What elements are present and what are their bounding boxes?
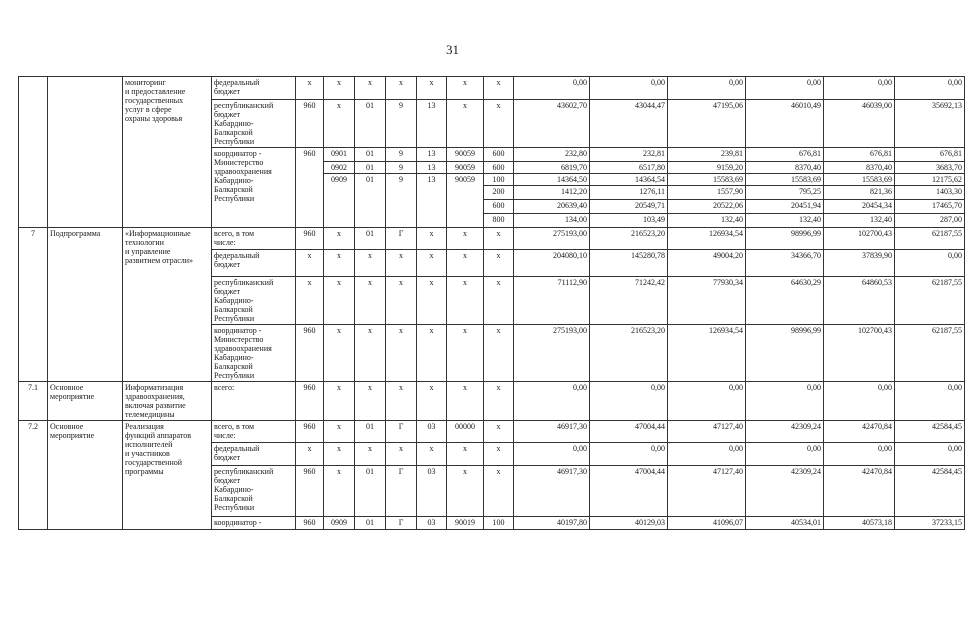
table-cell: 47127,40 bbox=[668, 421, 746, 443]
table-cell: x bbox=[447, 382, 484, 421]
table-cell: 1412,20 bbox=[514, 186, 590, 200]
table-cell: x bbox=[417, 325, 447, 382]
table-cell: x bbox=[447, 250, 484, 277]
table-cell: 600 bbox=[484, 148, 514, 162]
table-cell: Г bbox=[386, 517, 417, 530]
table-cell: 960 bbox=[296, 382, 324, 421]
table-cell: 62187,55 bbox=[895, 228, 965, 250]
table-cell: x bbox=[447, 100, 484, 148]
table-cell: x bbox=[355, 325, 386, 382]
table-cell: x bbox=[447, 466, 484, 517]
table-cell: 960 bbox=[296, 325, 324, 382]
table-cell: 98996,99 bbox=[746, 228, 824, 250]
table-cell: x bbox=[355, 443, 386, 466]
table-cell: 200 bbox=[484, 186, 514, 200]
table-cell: 01 bbox=[355, 421, 386, 443]
table-cell: республиканский бюджет Кабардино- Балкарской Республики bbox=[212, 277, 296, 325]
table-cell: координатор - Министерство здравоохранения Кабардино- Балкарской Республики bbox=[212, 325, 296, 382]
table-cell: 8370,40 bbox=[824, 162, 895, 174]
table-cell: 62187,55 bbox=[895, 325, 965, 382]
table-cell: 34366,70 bbox=[746, 250, 824, 277]
table-cell: федеральный бюджет bbox=[212, 77, 296, 100]
table-cell: 232,80 bbox=[514, 148, 590, 162]
table-cell: x bbox=[417, 228, 447, 250]
table-cell: 0,00 bbox=[590, 443, 668, 466]
table-cell: x bbox=[484, 466, 514, 517]
table-cell: 960 bbox=[296, 100, 324, 148]
table-cell: 46010,49 bbox=[746, 100, 824, 148]
table-cell: 7 bbox=[19, 228, 48, 382]
table-cell: 960 bbox=[296, 466, 324, 517]
table-cell: 47004,44 bbox=[590, 421, 668, 443]
table-cell: 9 bbox=[386, 174, 417, 228]
table-cell: x bbox=[417, 277, 447, 325]
table-cell: 1557,90 bbox=[668, 186, 746, 200]
table-cell: x bbox=[324, 100, 355, 148]
table-cell: x bbox=[386, 382, 417, 421]
table-cell: 64860,53 bbox=[824, 277, 895, 325]
table-cell: 03 bbox=[417, 421, 447, 443]
table-cell: 7.2 bbox=[19, 421, 48, 530]
table-cell: 0,00 bbox=[746, 443, 824, 466]
table-cell: Информатизация здравоохранения, включая развитие телемедицины bbox=[123, 382, 212, 421]
table-cell: всего, в том числе: bbox=[212, 228, 296, 250]
table-cell: 20522,06 bbox=[668, 200, 746, 214]
table-cell: республиканский бюджет Кабардино- Балкарской Республики bbox=[212, 100, 296, 148]
table-cell: x bbox=[386, 325, 417, 382]
table-cell: 9 bbox=[386, 148, 417, 162]
table-cell: 20639,40 bbox=[514, 200, 590, 214]
table-cell: 3683,70 bbox=[895, 162, 965, 174]
table-cell: 132,40 bbox=[668, 214, 746, 228]
table-cell: Основное мероприятие bbox=[48, 421, 123, 530]
table-cell: 47004,44 bbox=[590, 466, 668, 517]
table-cell: 204080,10 bbox=[514, 250, 590, 277]
table-cell: x bbox=[417, 443, 447, 466]
table-cell: 12175,62 bbox=[895, 174, 965, 186]
table-body bbox=[19, 77, 965, 530]
table-cell: 0,00 bbox=[668, 382, 746, 421]
table-cell: 232,81 bbox=[590, 148, 668, 162]
table-cell: 134,00 bbox=[514, 214, 590, 228]
table-cell: x bbox=[324, 277, 355, 325]
table-cell: 14364,54 bbox=[590, 174, 668, 186]
table-cell: 20549,71 bbox=[590, 200, 668, 214]
table-cell: 90019 bbox=[447, 517, 484, 530]
table-cell: 0,00 bbox=[824, 77, 895, 100]
table-row bbox=[19, 77, 965, 100]
table-cell: 287,00 bbox=[895, 214, 965, 228]
table-cell: 132,40 bbox=[824, 214, 895, 228]
table-cell: Г bbox=[386, 421, 417, 443]
table-cell: 15583,69 bbox=[668, 174, 746, 186]
table-cell: 145280,78 bbox=[590, 250, 668, 277]
table-cell: x bbox=[484, 421, 514, 443]
table-cell: 960 bbox=[296, 421, 324, 443]
table-cell: x bbox=[447, 228, 484, 250]
table-cell: x bbox=[484, 100, 514, 148]
table-cell: 0909 bbox=[324, 517, 355, 530]
table-cell: 9159,20 bbox=[668, 162, 746, 174]
table-cell: x bbox=[447, 443, 484, 466]
table-cell: 15583,69 bbox=[824, 174, 895, 186]
table-cell: 0902 bbox=[324, 162, 355, 174]
table-row bbox=[19, 421, 965, 443]
table-cell: 49004,20 bbox=[668, 250, 746, 277]
table-cell: 17465,70 bbox=[895, 200, 965, 214]
table-cell: x bbox=[324, 228, 355, 250]
table-cell: 0,00 bbox=[590, 382, 668, 421]
table-cell: x bbox=[447, 277, 484, 325]
table-cell: 0,00 bbox=[895, 443, 965, 466]
table-cell: 40197,80 bbox=[514, 517, 590, 530]
table-cell: 42309,24 bbox=[746, 421, 824, 443]
table-cell: 20451,94 bbox=[746, 200, 824, 214]
table-cell: 0,00 bbox=[514, 77, 590, 100]
table-cell: 216523,20 bbox=[590, 325, 668, 382]
table-cell: координатор - Министерство здравоохранения Кабардино- Балкарской Республики bbox=[212, 148, 296, 228]
table-cell: 100 bbox=[484, 517, 514, 530]
table-cell: 132,40 bbox=[746, 214, 824, 228]
table-cell: x bbox=[484, 325, 514, 382]
table-cell: 126934,54 bbox=[668, 228, 746, 250]
table-cell: 37839,90 bbox=[824, 250, 895, 277]
table-cell: 7.1 bbox=[19, 382, 48, 421]
table-cell: 15583,69 bbox=[746, 174, 824, 186]
table-cell: всего, в том числе: bbox=[212, 421, 296, 443]
table-cell: Основное мероприятие bbox=[48, 382, 123, 421]
table-cell: 42470,84 bbox=[824, 421, 895, 443]
table-cell: 41096,07 bbox=[668, 517, 746, 530]
page-number: 31 bbox=[446, 42, 459, 57]
table-cell: 71242,42 bbox=[590, 277, 668, 325]
table-cell: мониторинг и предоставление государственных услуг в сфере охраны здоровья bbox=[123, 77, 212, 228]
table-cell: 600 bbox=[484, 200, 514, 214]
table-cell: 47195,06 bbox=[668, 100, 746, 148]
table-cell: x bbox=[447, 325, 484, 382]
table-cell: 0,00 bbox=[746, 382, 824, 421]
table-cell: 0,00 bbox=[824, 382, 895, 421]
table-cell: 0,00 bbox=[514, 443, 590, 466]
table-cell: 01 bbox=[355, 517, 386, 530]
table-cell: x bbox=[447, 77, 484, 100]
table-cell: x bbox=[324, 77, 355, 100]
budget-table bbox=[18, 76, 965, 530]
table-cell: 0,00 bbox=[514, 382, 590, 421]
table-cell: 676,81 bbox=[824, 148, 895, 162]
table-cell: 676,81 bbox=[895, 148, 965, 162]
table-cell: 102700,43 bbox=[824, 228, 895, 250]
table-cell: 01 bbox=[355, 466, 386, 517]
table-cell: 42584,45 bbox=[895, 421, 965, 443]
table-cell: x bbox=[324, 421, 355, 443]
table-cell: 216523,20 bbox=[590, 228, 668, 250]
table-cell: 01 bbox=[355, 100, 386, 148]
table-cell: 13 bbox=[417, 162, 447, 174]
table-cell: x bbox=[484, 77, 514, 100]
table-cell: 0,00 bbox=[895, 382, 965, 421]
table-cell: 275193,00 bbox=[514, 228, 590, 250]
table-cell: Г bbox=[386, 466, 417, 517]
table-cell: 77930,34 bbox=[668, 277, 746, 325]
table-cell: 98996,99 bbox=[746, 325, 824, 382]
table-cell: 8370,40 bbox=[746, 162, 824, 174]
table-cell: 40129,03 bbox=[590, 517, 668, 530]
table-cell: 960 bbox=[296, 228, 324, 250]
table-cell: Г bbox=[386, 228, 417, 250]
table-cell: 960 bbox=[296, 148, 324, 228]
table-cell: 40534,01 bbox=[746, 517, 824, 530]
table-cell: 275193,00 bbox=[514, 325, 590, 382]
table-cell: x bbox=[324, 466, 355, 517]
table-cell: 6819,70 bbox=[514, 162, 590, 174]
table-cell: 676,81 bbox=[746, 148, 824, 162]
table-cell: 01 bbox=[355, 228, 386, 250]
table-cell: 795,25 bbox=[746, 186, 824, 200]
table-cell: 90059 bbox=[447, 148, 484, 162]
table-cell: 0,00 bbox=[895, 250, 965, 277]
table-cell: 01 bbox=[355, 174, 386, 228]
table-cell: 03 bbox=[417, 466, 447, 517]
table-cell: 14364,50 bbox=[514, 174, 590, 186]
table-cell: 71112,90 bbox=[514, 277, 590, 325]
table-cell: 600 bbox=[484, 162, 514, 174]
table-cell: x bbox=[355, 277, 386, 325]
table-cell: 800 bbox=[484, 214, 514, 228]
table-cell: 13 bbox=[417, 100, 447, 148]
table-row bbox=[19, 382, 965, 421]
table-cell: 42470,84 bbox=[824, 466, 895, 517]
table-cell: 960 bbox=[296, 517, 324, 530]
table-cell bbox=[19, 77, 48, 228]
table-cell: 47127,40 bbox=[668, 466, 746, 517]
table-cell: 821,36 bbox=[824, 186, 895, 200]
table-cell: 9 bbox=[386, 100, 417, 148]
table-cell: x bbox=[324, 325, 355, 382]
table-row bbox=[19, 228, 965, 250]
table-cell: 40573,18 bbox=[824, 517, 895, 530]
table-cell: 43602,70 bbox=[514, 100, 590, 148]
table-cell: x bbox=[484, 443, 514, 466]
table-cell: x bbox=[484, 250, 514, 277]
table-cell: x bbox=[417, 382, 447, 421]
table-cell: 6517,80 bbox=[590, 162, 668, 174]
table-cell: x bbox=[386, 443, 417, 466]
table-cell: федеральный бюджет bbox=[212, 443, 296, 466]
table-cell: x bbox=[386, 277, 417, 325]
table-cell: 100 bbox=[484, 174, 514, 186]
table-cell: 62187,55 bbox=[895, 277, 965, 325]
table-cell: 0,00 bbox=[668, 443, 746, 466]
table-cell: 1276,11 bbox=[590, 186, 668, 200]
table-cell: 03 bbox=[417, 517, 447, 530]
table-cell: 0,00 bbox=[590, 77, 668, 100]
table-cell: 102700,43 bbox=[824, 325, 895, 382]
table-cell: x bbox=[324, 382, 355, 421]
table-cell: 42584,45 bbox=[895, 466, 965, 517]
table-cell: 0901 bbox=[324, 148, 355, 162]
table-cell: 239,81 bbox=[668, 148, 746, 162]
table-cell: x bbox=[417, 77, 447, 100]
table-cell: 46039,00 bbox=[824, 100, 895, 148]
table-cell: 13 bbox=[417, 148, 447, 162]
table-cell: x bbox=[296, 77, 324, 100]
table-cell: x bbox=[296, 250, 324, 277]
table-cell: 126934,54 bbox=[668, 325, 746, 382]
table-cell: «Информационные технологии и управление развитием отрасли» bbox=[123, 228, 212, 382]
table-cell: координатор - bbox=[212, 517, 296, 530]
table-cell: 01 bbox=[355, 162, 386, 174]
table-cell: 0,00 bbox=[895, 77, 965, 100]
table-cell: 0,00 bbox=[746, 77, 824, 100]
table-cell: 90059 bbox=[447, 162, 484, 174]
table-cell: 9 bbox=[386, 162, 417, 174]
table-cell: 46917,30 bbox=[514, 466, 590, 517]
table-cell: x bbox=[386, 250, 417, 277]
table-cell: x bbox=[417, 250, 447, 277]
table-cell: 46917,30 bbox=[514, 421, 590, 443]
table-cell: x bbox=[296, 277, 324, 325]
table-cell: 0,00 bbox=[668, 77, 746, 100]
table-cell: 20454,34 bbox=[824, 200, 895, 214]
table-cell: x bbox=[296, 443, 324, 466]
table-cell: Подпрограмма bbox=[48, 228, 123, 382]
table-cell: 103,49 bbox=[590, 214, 668, 228]
table-cell: 1403,30 bbox=[895, 186, 965, 200]
table-cell: x bbox=[355, 250, 386, 277]
table-cell: 37233,15 bbox=[895, 517, 965, 530]
table-cell bbox=[48, 77, 123, 228]
table-cell: 0909 bbox=[324, 174, 355, 228]
table-cell: x bbox=[355, 77, 386, 100]
table-cell: x bbox=[324, 250, 355, 277]
table-cell: 00000 bbox=[447, 421, 484, 443]
table-cell: x bbox=[386, 77, 417, 100]
table-cell: Реализация функций аппаратов исполнителей и участников государственной программы bbox=[123, 421, 212, 530]
table-cell: x bbox=[324, 443, 355, 466]
table-cell: x bbox=[484, 228, 514, 250]
table-cell: 0,00 bbox=[824, 443, 895, 466]
table-cell: x bbox=[484, 382, 514, 421]
table-cell: 42309,24 bbox=[746, 466, 824, 517]
table-cell: всего: bbox=[212, 382, 296, 421]
table-cell: 01 bbox=[355, 148, 386, 162]
table-cell: x bbox=[484, 277, 514, 325]
table-cell: 43044,47 bbox=[590, 100, 668, 148]
table-cell: 64630,29 bbox=[746, 277, 824, 325]
table-cell: федеральный бюджет bbox=[212, 250, 296, 277]
table-cell: 35692,13 bbox=[895, 100, 965, 148]
table-cell: 90059 bbox=[447, 174, 484, 228]
table-cell: x bbox=[355, 382, 386, 421]
table-cell: 13 bbox=[417, 174, 447, 228]
table-cell: республиканский бюджет Кабардино- Балкарской Республики bbox=[212, 466, 296, 517]
